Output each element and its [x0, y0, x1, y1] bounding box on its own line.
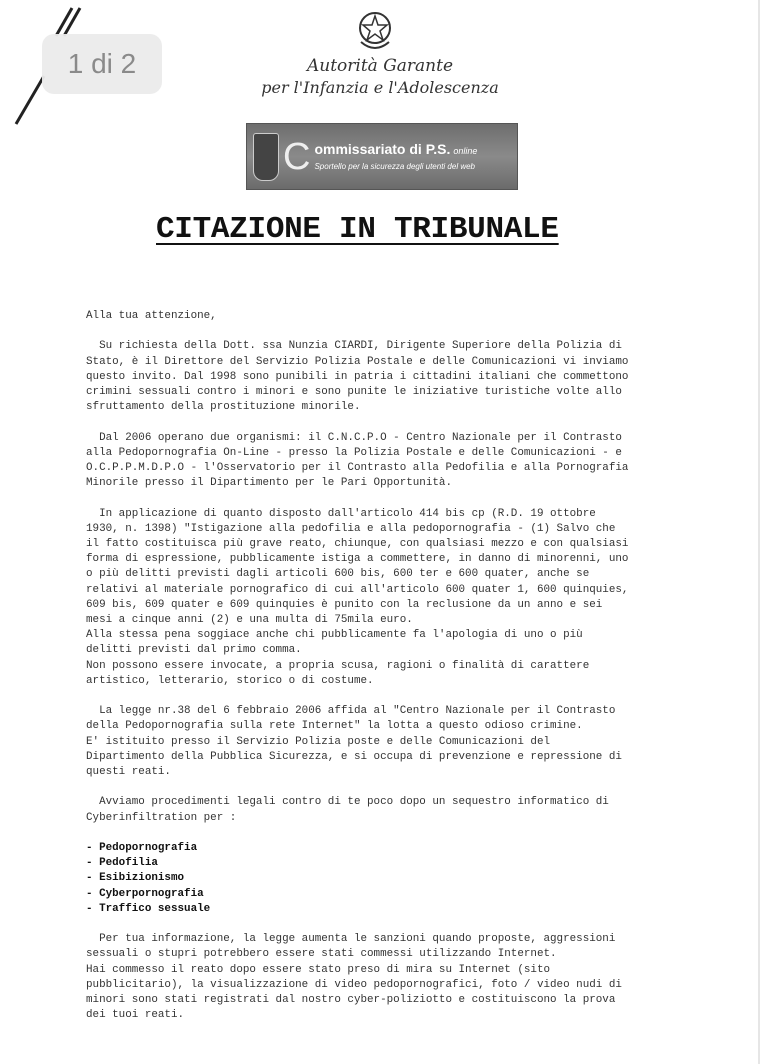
- text-line: Dal 2006 operano due organismi: il C.N.C.P.O - Centro Nazionale per il Contrasto: [86, 431, 622, 444]
- paragraph-5: [86, 795, 686, 825]
- police-crest-icon: [253, 133, 279, 181]
- text-line: O.C.P.P.M.D.P.O - l'Osservatorio per il Contrasto alla Pedofilia e alla Pornografia: [86, 462, 629, 474]
- text-line: 609 bis, 609 quater e 609 quinquies è punito con la reclusione da un anno e sei: [86, 598, 603, 611]
- greeting: Alla tua attenzione,: [86, 310, 217, 322]
- text-line: o più delitti previsti dagli articoli 600 bis, 600 ter e 600 quater, anche se: [86, 568, 590, 581]
- paragraph-4: [86, 704, 686, 780]
- text-line: relativi al materiale pornografico di cui all'articolo 600 quater 1, 600 quinquies,: [86, 583, 629, 596]
- banner-subtitle: Sportello per la sicurezza degli utenti del web: [314, 162, 475, 171]
- text-line: La legge nr.38 del 6 febbraio 2006 affida al "Centro Nazionale per il Contrasto: [86, 705, 616, 718]
- charges-list: [86, 841, 686, 917]
- document-title: CITAZIONE IN TRIBUNALE: [156, 212, 559, 247]
- paragraph-3: [86, 507, 686, 689]
- banner-title-text: ommissariato di P.S.: [314, 141, 451, 157]
- commissariato-banner: [246, 123, 518, 190]
- text-line: Minorile presso il Dipartimento per le Pari Opportunità.: [86, 477, 452, 490]
- text-line: Stato, è il Direttore del Servizio Polizia Postale e delle Comunicazioni vi inviamo: [86, 355, 629, 368]
- banner-online: online: [453, 146, 478, 156]
- charge-item: - Esibizionismo: [86, 872, 185, 885]
- text-line: crimini sessuali contro i minori e sono punite le iniziative turistiche volte allo: [86, 386, 622, 398]
- text-line: E' istituito presso il Servizio Polizia poste e delle Comunicazioni del: [86, 735, 551, 748]
- text-line: dei tuoi reati.: [86, 1009, 185, 1022]
- text-line: Dipartimento della Pubblica Sicurezza, e si occupa di prevenzione e repressione di: [86, 750, 622, 763]
- charge-item: - Cyberpornografia: [86, 887, 204, 900]
- authority-name: [250, 55, 510, 99]
- banner-title: [314, 141, 511, 159]
- text-line: Avviamo procedimenti legali contro di te poco dopo un sequestro informatico di: [86, 796, 609, 809]
- text-line: delitti previsti dal primo comma.: [86, 644, 302, 657]
- text-line: Cyberinfiltration per :: [86, 811, 237, 824]
- text-line: In applicazione di quanto disposto dall'articolo 414 bis cp (R.D. 19 ottobre: [86, 507, 596, 520]
- text-line: Alla stessa pena soggiace anche chi pubblicamente fa l'apologia di uno o più: [86, 629, 583, 642]
- text-line: 1930, n. 1398) "Istigazione alla pedofilia e alla pedopornografia - (1) Salvo che: [86, 522, 616, 535]
- charge-item: - Traffico sessuale: [86, 902, 211, 915]
- text-line: alla Pedopornografia On-Line - presso la Polizia Postale e delle Comunicazioni - e: [86, 446, 622, 459]
- text-line: sessuali o stupri potrebbero essere stati commessi utilizzando Internet.: [86, 948, 557, 961]
- text-line: pubblicitario), la visualizzazione di video pedopornografici, foto / video nudi di: [86, 978, 622, 991]
- text-line: minori sono stati registrati dal nostro cyber-poliziotto e costituiscono la prova: [86, 994, 616, 1007]
- authority-line-2: per l'Infanzia e l'Adolescenza: [261, 78, 499, 97]
- text-line: artistico, letterario, storico o di costume.: [86, 674, 374, 687]
- paragraph-2: [86, 431, 686, 492]
- text-line: questi reati.: [86, 766, 171, 779]
- text-line: Non possono essere invocate, a propria scusa, ragioni o finalità di carattere: [86, 659, 590, 672]
- text-line: mesi a cinque anni (2) e una multa di 75mila euro.: [86, 614, 413, 627]
- text-line: forma di espressione, pubblicamente istiga a commettere, in danno di minorenni, uno: [86, 553, 629, 566]
- banner-initial: C: [283, 135, 311, 178]
- italian-republic-emblem: [355, 6, 395, 54]
- banner-text: [314, 141, 511, 172]
- authority-line-1: Autorità Garante: [306, 56, 454, 76]
- paragraph-6: [86, 932, 686, 1023]
- text-line: sfruttamento della prostituzione minorile.: [86, 401, 361, 414]
- page-indicator: 1 di 2: [42, 34, 162, 94]
- text-line: il fatto costituisca più grave reato, chiunque, con qualsiasi mezzo e con qualsiasi: [86, 538, 629, 550]
- text-line: Hai commesso il reato dopo essere stato preso di mira su Internet (sito: [86, 963, 551, 976]
- document-body: [86, 309, 686, 1023]
- text-line: Per tua informazione, la legge aumenta le sanzioni quando proposte, aggressioni: [86, 933, 616, 946]
- charge-item: - Pedopornografia: [86, 842, 198, 855]
- text-line: Su richiesta della Dott. ssa Nunzia CIARDI, Dirigente Superiore della Polizia di: [86, 340, 622, 353]
- page-edge: [758, 0, 760, 1064]
- text-line: questo invito. Dal 1998 sono punibili in patria i cittadini italiani che commettono: [86, 370, 629, 383]
- text-line: della Pedopornografia sulla rete Internet" la lotta a questo odioso crimine.: [86, 720, 583, 733]
- charge-item: - Pedofilia: [86, 857, 158, 870]
- paragraph-1: [86, 339, 686, 415]
